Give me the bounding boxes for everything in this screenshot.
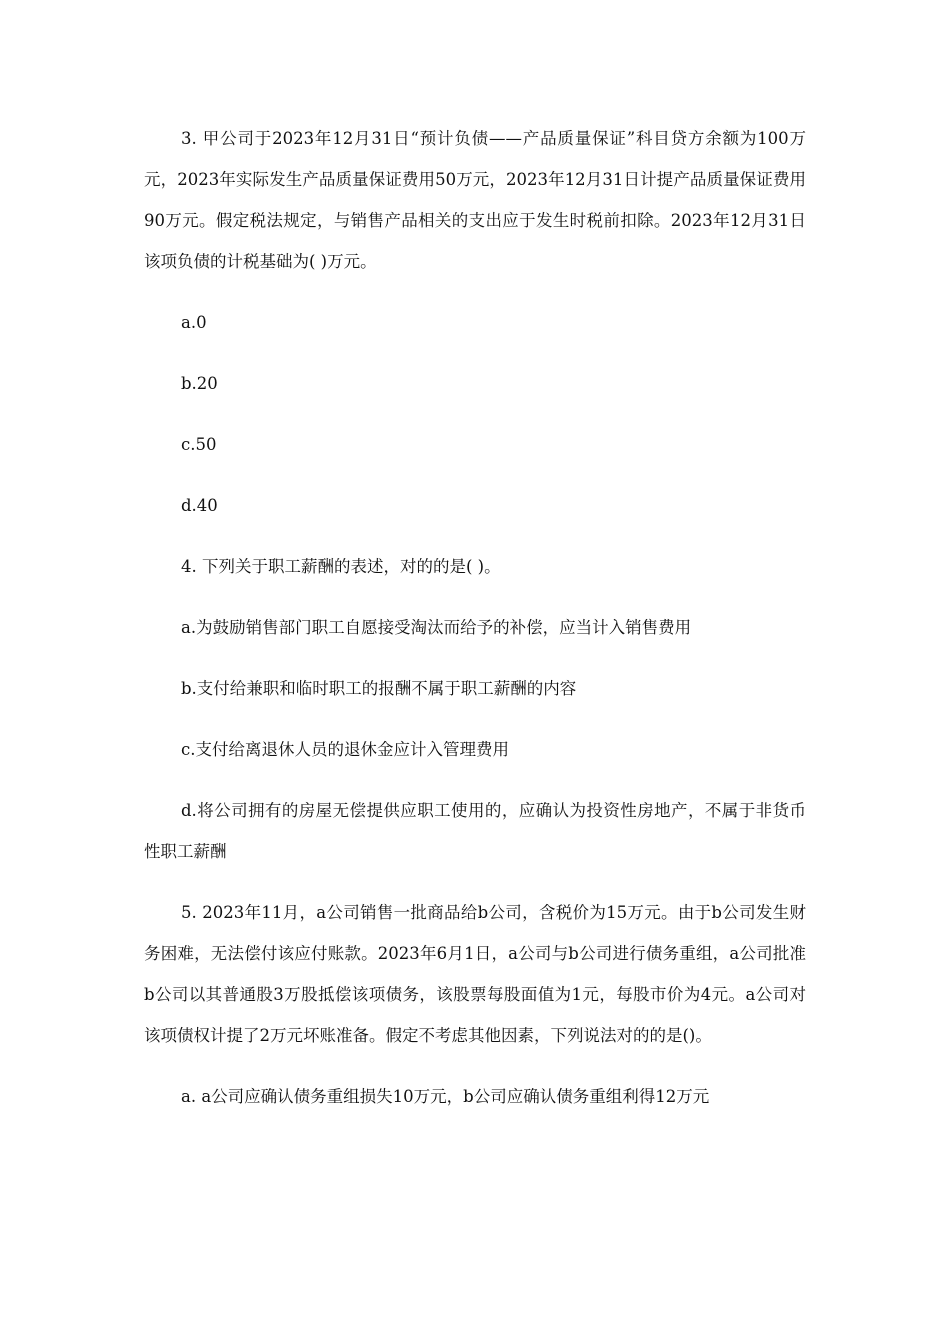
- question-4-option-c: c.支付给离退休人员的退休金应计入管理费用: [181, 740, 509, 759]
- question-5-stem: 5. 2023年11月，a公司销售一批商品给b公司，含税价为15万元。由于b公司发生财务困难，无法偿付该应付账款。2023年6月1日，a公司与b公司进行债务重组，a公司批准b公司以其普通股3万股抵偿该项债务，该股票每股面值为1元，每股市价为4元。a公司对该项债权计提了2万元坏账准备。假定不考虑其他因素，下列说法对的的是()。: [144, 903, 806, 1045]
- question-4-option-b: b.支付给兼职和临时职工的报酬不属于职工薪酬的内容: [181, 679, 577, 698]
- question-4-option-a: a.为鼓励销售部门职工自愿接受淘汰而给予的补偿，应当计入销售费用: [181, 618, 692, 637]
- question-4-option-d: d.将公司拥有的房屋无偿提供应职工使用的，应确认为投资性房地产，不属于非货币性职工薪酬: [144, 801, 806, 861]
- question-4-stem: 4. 下列关于职工薪酬的表述，对的的是( )。: [181, 557, 501, 576]
- question-3-option-c: c.50: [181, 435, 217, 454]
- question-3-stem: 3. 甲公司于2023年12月31日“预计负债——产品质量保证”科目贷方余额为100万元，2023年实际发生产品质量保证费用50万元，2023年12月31日计提产品质量保证费用90万元。假定税法规定，与销售产品相关的支出应于发生时税前扣除。2023年12月31日该项负债的计税基础为( )万元。: [144, 129, 806, 271]
- question-5-option-a: a. a公司应确认债务重组损失10万元，b公司应确认债务重组利得12万元: [181, 1087, 710, 1106]
- question-3-option-d: d.40: [181, 496, 218, 515]
- question-3-option-a: a.0: [181, 313, 207, 332]
- document-body: [144, 118, 806, 1117]
- question-3-option-b: b.20: [181, 374, 218, 393]
